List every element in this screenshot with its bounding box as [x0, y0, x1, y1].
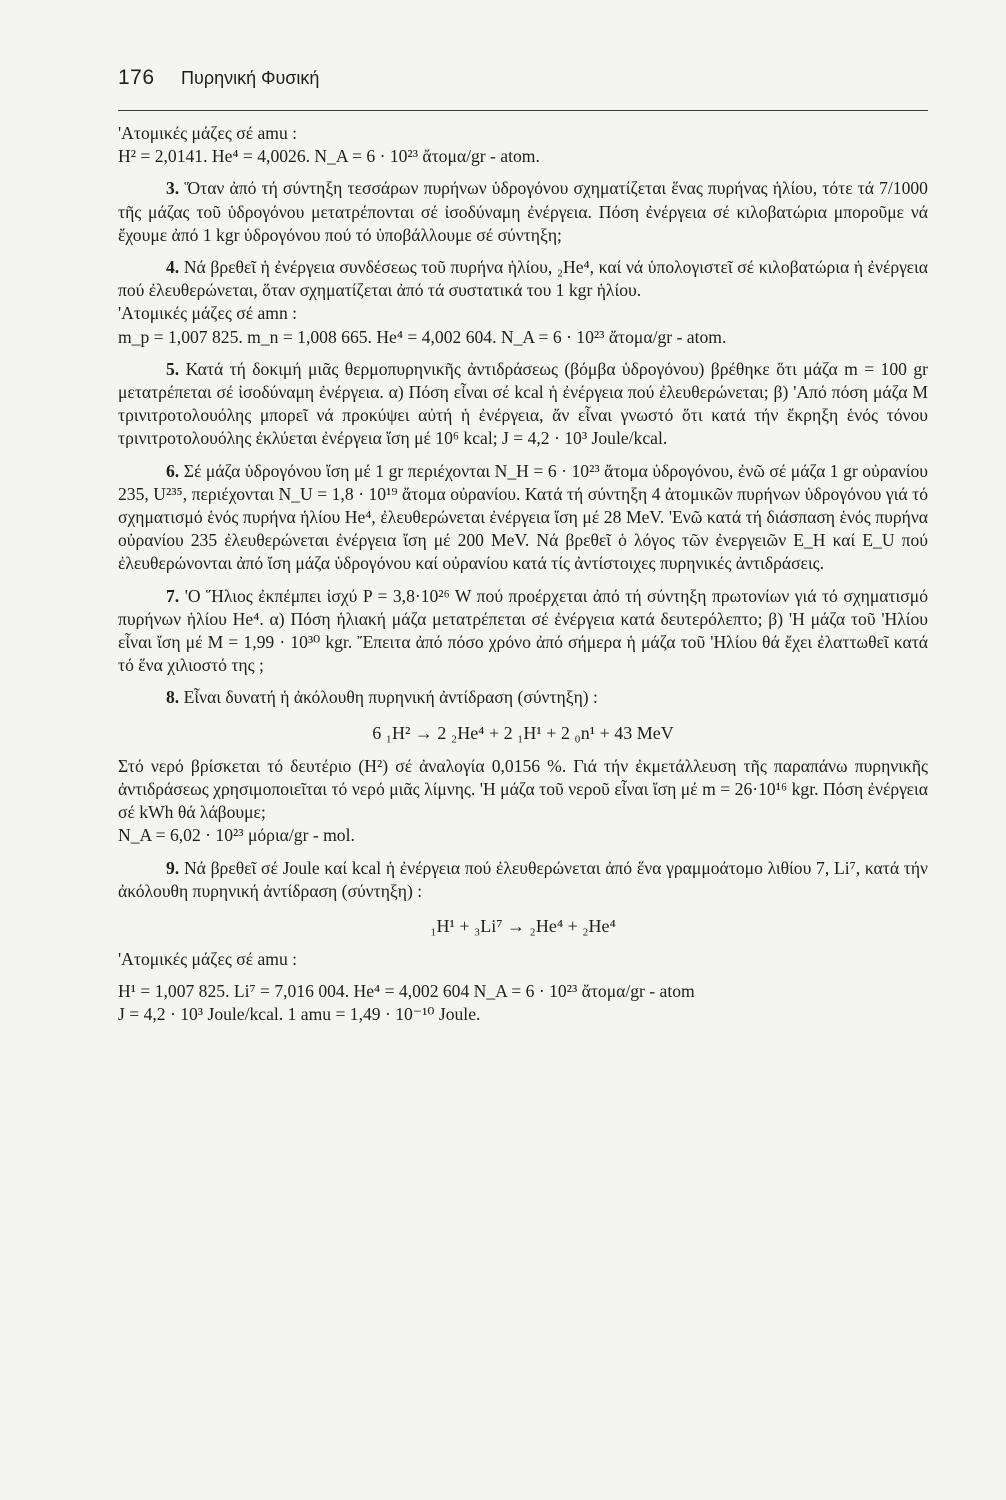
problem-text: Ὅταν ἀπό τή σύντηξη τεσσάρων πυρήνων ὑδρογόνου σχηματίζεται ἕνας πυρήνας ἡλίου, τότε τά 7/1000 τῆς μάζας τοῦ ὑδρογόνου μετατρέπονται σέ ἰσοδύναμη ἐνέργεια. Πόση ἐνέργεια σέ κιλοβατώρια μποροῦμε νά ἔχουμε ἀπό 1 kgr ὑδρογόνου πού τό ὑποβάλλουμε σέ σύντηξη; [118, 178, 928, 245]
problem-4 [118, 256, 928, 302]
problem-number: 5. [166, 358, 180, 379]
problem-7 [118, 585, 928, 678]
page-content [118, 122, 928, 1026]
atomic-masses-label: 'Ατομικές μάζες σέ amu : [118, 123, 298, 143]
atomic-masses-values: H² = 2,0141. He⁴ = 4,0026. N_A = 6 · 10²³ ἄτομα/gr - atom. [118, 146, 540, 167]
running-title: Πυρηνική Φυσική [181, 68, 320, 88]
problem-9-equation: ₁H¹ + ₃Li⁷ → ₂He⁴ + ₂He⁴ [430, 916, 616, 937]
problem-8-constant: N_A = 6,02 · 10²³ μόρια/gr - mol. [118, 825, 355, 846]
page-number: 176 [118, 66, 155, 89]
problem-number: 7. [166, 585, 180, 606]
page-header [118, 66, 928, 90]
problem-6 [118, 460, 928, 576]
problem-8 [118, 686, 928, 709]
problem-text: Κατά τή δοκιμή μιᾶς θερμοπυρηνικῆς ἀντιδράσεως (βόμβα ὑδρογόνου) βρέθηκε ὅτι μάζα m = 100 gr μετατρέπεται σέ ἰσοδύναμη ἐνέργεια. α) Πόση εἶναι σέ kcal ἡ ἐνέργεια πού ἐλευθερώνεται; β) 'Από πόση μάζα M τρινιτροτολουόλης μπορεῖ νά προκύψει αὐτή ἡ ἐνέργεια, ἄν εἶναι γνωστό ὅτι κατά τήν ἔκρηξη ἑνός τόνου τρινιτροτολουόλης ἐκλύεται ἐνέργεια ἴση μέ 10⁶ kcal; J = 4,2 · 10³ Joule/kcal. [118, 358, 928, 449]
problem-text: Νά βρεθεῖ ἡ ἐνέργεια συνδέσεως τοῦ πυρήνα ἡλίου, ₂He⁴, καί νά ὑπολογιστεῖ σέ κιλοβατώρια ἡ ἐνέργεια πού ἐλευθερώνεται, ὅταν σχηματίζεται ἀπό τά συστατικά του 1 kgr ἡλίου. [118, 257, 928, 301]
problem-number: 6. [166, 460, 180, 481]
problem-number: 3. [166, 178, 180, 199]
problem-text: Εἶναι δυνατή ἡ ἀκόλουθη πυρηνική ἀντίδραση (σύντηξη) : [183, 687, 598, 708]
problem-9 [118, 857, 928, 903]
problem-text: Νά βρεθεῖ σέ Joule καί kcal ἡ ἐνέργεια πού ἐλευθερώνεται ἀπό ἕνα γραμμοάτομο λιθίου 7, Li⁷, κατά τήν ἀκόλουθη πυρηνική ἀντίδραση (σύντηξη) : [118, 857, 928, 901]
problem-4-masses-values: m_p = 1,007 825. m_n = 1,008 665. He⁴ = 4,002 604. N_A = 6 · 10²³ ἄτομα/gr - atom. [118, 326, 727, 347]
problem-text: Σέ μάζα ὑδρογόνου ἴση μέ 1 gr περιέχονται N_H = 6 · 10²³ ἄτομα ὑδρογόνου, ἐνῶ σέ μάζα 1 gr οὐρανίου 235, U²³⁵, περιέχονται N_U = 1,8 · 10¹⁹ ἄτομα οὐρανίου. Κατά τή σύντηξη 4 ἀτομικῶν πυρήνων ὑδρογόνου γιά τό σχηματισμό ἑνός πυρήνα ἡλίου He⁴, ἐλευθερώνεται ἐνέργεια ἴση μέ 28 MeV. 'Ενῶ κατά τή διάσπαση ἑνός πυρήνα οὐρανίου 235 ἐλευθερώνεται ἐνέργεια ἴση μέ 200 MeV. Νά βρεθεῖ ὁ λόγος τῶν ἐνεργειῶν E_H καί E_U πού ἐλευθερώνονται ἀπό ἴση μάζα ὑδρογόνου καί οὐρανίου κατά τίς ἀντίστοιχες πυρηνικές ἀντιδράσεις. [118, 460, 928, 574]
problem-number: 8. [166, 687, 180, 708]
problem-9-constants: J = 4,2 · 10³ Joule/kcal. 1 amu = 1,49 · 10⁻¹⁰ Joule. [118, 1003, 481, 1024]
problem-4-masses-label: 'Ατομικές μάζες σέ amn : [118, 303, 298, 324]
problem-number: 4. [166, 257, 180, 278]
problem-5 [118, 358, 928, 451]
problem-8-equation: 6 ₁H² → 2 ₂He⁴ + 2 ₁H¹ + 2 ₀n¹ + 43 MeV [372, 722, 674, 743]
problem-8-after-text: Στό νερό βρίσκεται τό δευτέριο (H²) σέ ἀναλογία 0,0156 %. Γιά τήν ἐκμετάλλευση τῆς παραπάνω πυρηνικῆς ἀντιδράσεως χρησιμοποιεῖται τό νερό μιᾶς λίμνης. 'Η μάζα τοῦ νεροῦ εἶναι ἴση μέ m = 26·10¹⁶ kgr. Πόση ἐνέργεια σέ kWh θά λάβουμε; [118, 755, 928, 823]
problem-9-masses-label: 'Ατομικές μάζες σέ amu : [118, 949, 298, 970]
header-rule [118, 110, 928, 111]
problem-9-masses-values: H¹ = 1,007 825. Li⁷ = 7,016 004. He⁴ = 4,002 604 N_A = 6 · 10²³ ἄτομα/gr - atom [118, 980, 695, 1001]
problem-number: 9. [166, 857, 180, 878]
problem-text: 'Ο Ἥλιος ἐκπέμπει ἰσχύ P = 3,8·10²⁶ W πού προέρχεται ἀπό τή σύντηξη πρωτονίων γιά τό σχηματισμό πυρήνων ἡλίου He⁴. α) Πόση ἡλιακή μάζα μετατρέπεται σέ ἐνέργεια κατά δευτερόλεπτο; β) 'Η μάζα τοῦ 'Ηλίου εἶναι ἴση μέ M = 1,99 · 10³⁰ kgr. Ἔπειτα ἀπό πόσο χρόνο ἀπό σήμερα ἡ μάζα τοῦ 'Ηλίου θά ἔχει ἐλαττωθεῖ κατά τό ἕνα χιλιοστό της ; [118, 585, 928, 676]
problem-3 [118, 177, 928, 247]
